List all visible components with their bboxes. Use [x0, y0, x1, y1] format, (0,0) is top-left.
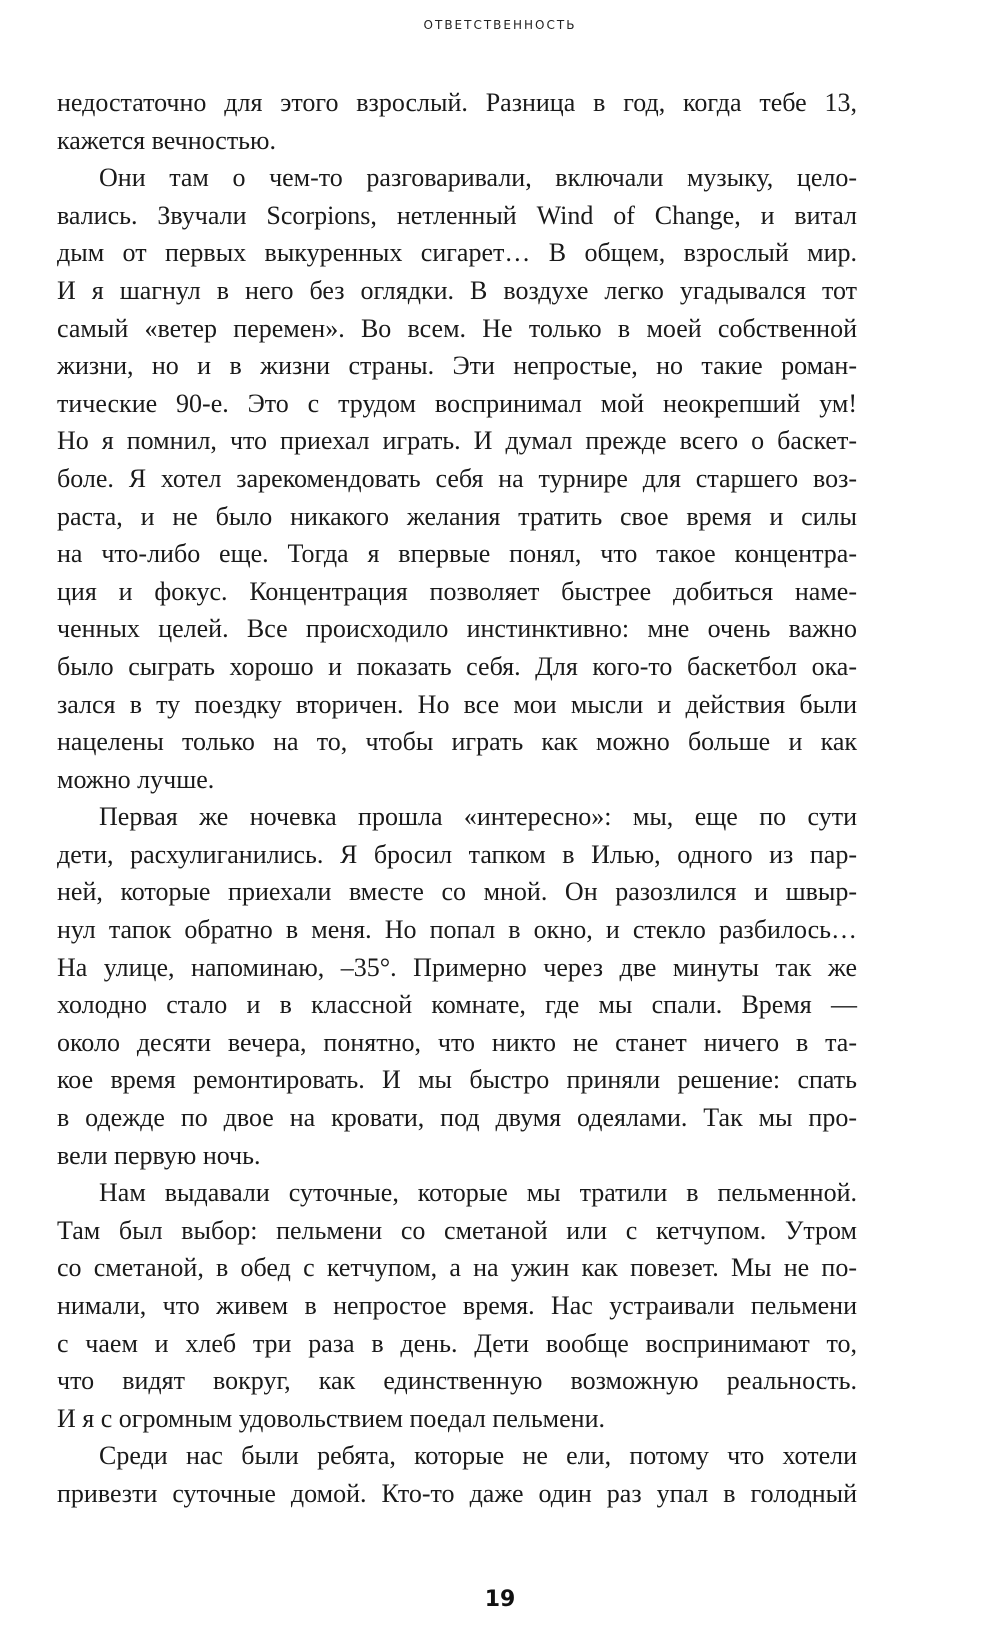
text-line: нимали, что живем в непростое время. Нас устраивали пельмени — [57, 1291, 857, 1320]
text-line: дым от первых выкуренных сигарет… В общем, взрослый мир. — [57, 238, 857, 268]
text-line: ция и фокус. Концентрация позволяет быстрее добиться наме- — [57, 576, 857, 606]
text-line: зался в ту поездку вторичен. Но все мои мысли и действия были — [57, 689, 857, 719]
page-number: 19 — [484, 1587, 516, 1612]
text-line: кое время ремонтировать. И мы быстро приняли решение: спать — [57, 1065, 857, 1095]
body-text — [57, 84, 857, 1513]
text-line: самый «ветер перемен». Во всем. Не только в моей собственной — [57, 313, 857, 343]
text-line: вались. Звучали Scorpions, нетленный Wind of Change, и витал — [57, 200, 857, 230]
text-line: раста, и не было никакого желания тратить свое время и силы — [57, 501, 857, 531]
running-head: ОТВЕТСТВЕННОСТЬ — [423, 18, 577, 32]
text-line: что видят вокруг, как единственную возможную реальность. — [57, 1366, 857, 1396]
text-line: Нам выдавали суточные, которые мы тратили в пельменной. — [99, 1178, 857, 1208]
text-line: со сметаной, в обед с кетчупом, а на ужин как повезет. Мы не по- — [57, 1253, 857, 1283]
text-line: было сыграть хорошо и показать себя. Для кого-то баскетбол ока- — [57, 651, 857, 681]
text-line: Они там о чем-то разговаривали, включали музыку, цело- — [99, 163, 857, 193]
text-line: И я с огромным удовольствием поедал пельмени. — [57, 1403, 606, 1433]
text-line: ней, которые приехали вместе со мной. Он разозлился и швыр- — [57, 877, 857, 907]
text-line: кажется вечностью. — [57, 125, 276, 155]
text-line: в одежде по двое на кровати, под двумя одеялами. Так мы про- — [57, 1103, 857, 1133]
text-line: Первая же ночевка прошла «интересно»: мы, еще по сути — [99, 802, 857, 832]
text-line: с чаем и хлеб три раза в день. Дети вообще воспринимают то, — [57, 1328, 857, 1358]
text-line: И я шагнул в него без оглядки. В воздухе легко угадывался тот — [57, 275, 857, 305]
text-line: вели первую ночь. — [57, 1140, 261, 1170]
text-line: тические 90-е. Это с трудом воспринимал мой неокрепший ум! — [57, 388, 857, 418]
text-line: можно лучше. — [57, 764, 215, 794]
text-line: боле. Я хотел зарекомендовать себя на турнире для старшего воз- — [57, 463, 857, 493]
text-line: На улице, напоминаю, –35°. Примерно через две минуты так же — [57, 952, 857, 982]
text-line: привезти суточные домой. Кто-то даже один раз упал в голодный — [57, 1478, 857, 1508]
text-line: на что-либо еще. Тогда я впервые понял, что такое концентра- — [57, 539, 857, 569]
text-line: ченных целей. Все происходило инстинктивно: мне очень важно — [57, 614, 857, 644]
text-line: холодно стало и в классной комнате, где мы спали. Время — — [57, 990, 857, 1020]
text-line: нул тапок обратно в меня. Но попал в окно, и стекло разбилось… — [57, 915, 857, 945]
text-line: недостаточно для этого взрослый. Разница в год, когда тебе 13, — [57, 88, 857, 117]
text-line: Среди нас были ребята, которые не ели, потому что хотели — [99, 1441, 857, 1471]
text-line: жизни, но и в жизни страны. Эти непростые, но такие роман- — [57, 351, 857, 381]
text-line: Там был выбор: пельмени со сметаной или с кетчупом. Утром — [57, 1215, 857, 1245]
text-line: дети, расхулиганились. Я бросил тапком в Илью, одного из пар- — [57, 839, 857, 869]
text-line: нацелены только на то, чтобы играть как можно больше и как — [57, 727, 857, 757]
text-line: около десяти вечера, понятно, что никто не станет ничего в та- — [57, 1027, 857, 1057]
text-line: Но я помнил, что приехал играть. И думал прежде всего о баскет- — [57, 426, 857, 456]
